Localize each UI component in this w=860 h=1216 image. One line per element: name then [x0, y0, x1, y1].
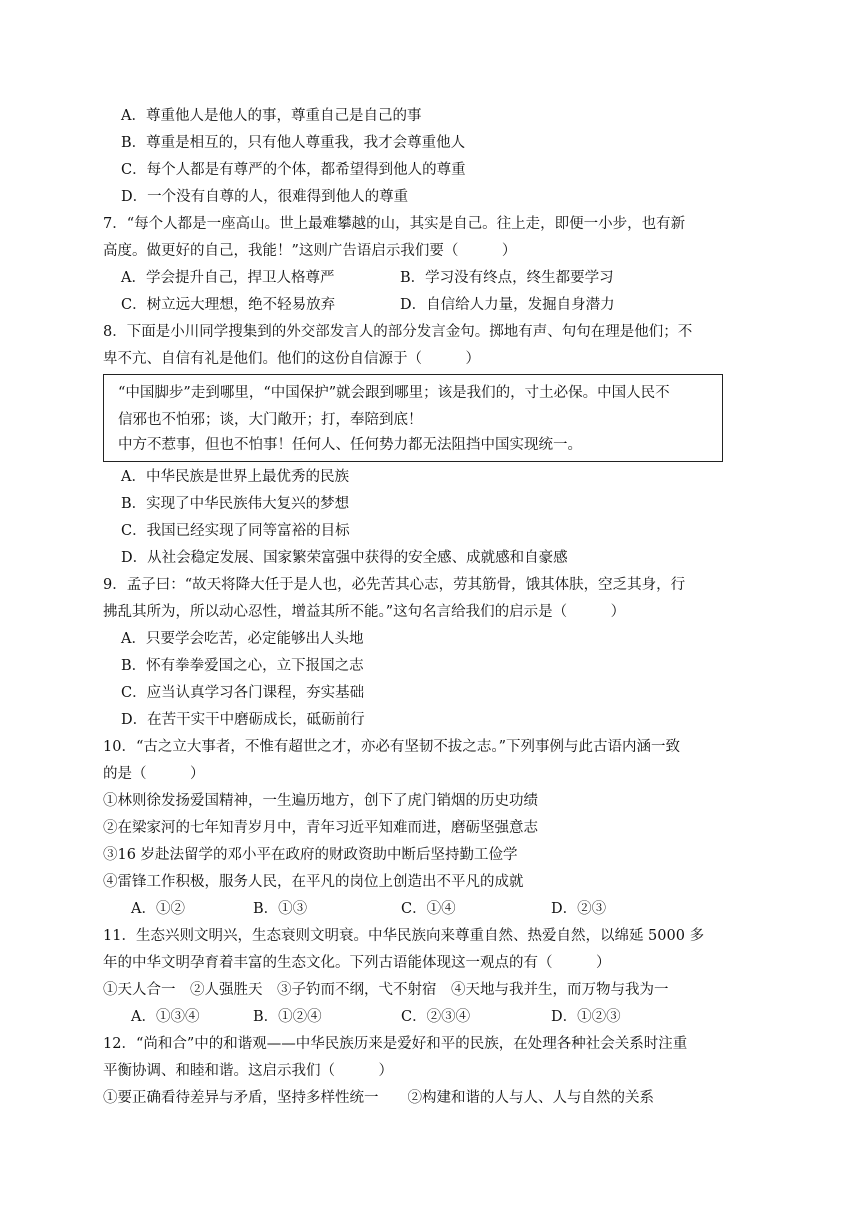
q7-stem-line-1: 7．“每个人都是一座高山。世上最难攀越的山，其实是自己。往上走，即便一小步，也有新 [103, 216, 686, 232]
q9-option-c: C．应当认真学习各门课程，夯实基础 [121, 685, 365, 701]
q12-items: ①要正确看待差异与矛盾，坚持多样性统一 ②构建和谐的人与人、人与自然的关系 [103, 1090, 654, 1106]
q7-option-d: D．自信给人力量，发掘自身潜力 [400, 297, 615, 313]
q11-stem-line-1: 11．生态兴则文明兴，生态衰则文明衰。中华民族向来尊重自然、热爱自然，以绵延 5000 多 [103, 928, 705, 944]
q10-item-3: ③16 岁赴法留学的邓小平在政府的财政资助中断后坚持勤工俭学 [103, 847, 518, 863]
q7-option-b: B．学习没有终点，终生都要学习 [400, 270, 614, 286]
q10-item-4: ④雷锋工作积极，服务人民，在平凡的岗位上创造出不平凡的成就 [103, 874, 524, 890]
q6-option-a: A．尊重他人是他人的事，尊重自己是自己的事 [121, 108, 422, 124]
q8-option-a: A．中华民族是世界上最优秀的民族 [121, 469, 349, 485]
q11-stem-line-2: 年的中华文明孕育着丰富的生态文化。下列古语能体现这一观点的有（ ） [103, 955, 611, 971]
q10-option-c: C．①④ [401, 901, 456, 917]
q8-option-b: B．实现了中华民族伟大复兴的梦想 [121, 496, 350, 512]
q9-option-d: D．在苦干实干中磨砺成长，砥砺前行 [121, 712, 365, 728]
q11-option-a: A．①③④ [131, 1009, 200, 1025]
q10-item-1: ①林则徐发扬爱国精神，一生遍历地方，创下了虎门销烟的历史功绩 [103, 793, 538, 809]
q6-option-b: B．尊重是相互的，只有他人尊重我，我才会尊重他人 [121, 135, 466, 151]
q12-stem-line-2: 平衡协调、和睦和谐。这启示我们（ ） [103, 1063, 393, 1079]
q8-quote-box [103, 374, 723, 462]
q8-quote-line-3: 中方不惹事，但也不怕事！任何人、任何势力都无法阻挡中国实现统一。 [118, 437, 582, 453]
q11-option-d: D．①②③ [551, 1009, 621, 1025]
q9-option-b: B．怀有拳拳爱国之心，立下报国之志 [121, 658, 364, 674]
q12-stem-line-1: 12．“尚和合”中的和谐观——中华民族历来是爱好和平的民族，在处理各种社会关系时注重 [103, 1036, 688, 1052]
q8-option-d: D．从社会稳定发展、国家繁荣富强中获得的安全感、成就感和自豪感 [121, 550, 568, 566]
q10-item-2: ②在梁家河的七年知青岁月中，青年习近平知难而进，磨砺坚强意志 [103, 820, 538, 836]
q8-stem-line-1: 8．下面是小川同学搜集到的外交部发言人的部分发言金句。掷地有声、句句在理是他们；不 [103, 324, 693, 340]
q10-stem-line-1: 10．“古之立大事者，不惟有超世之才，亦必有坚韧不拔之志。”下列事例与此古语内涵一致 [103, 739, 681, 755]
q11-option-c: C．②③④ [401, 1009, 471, 1025]
q10-option-d: D．②③ [551, 901, 607, 917]
q7-option-a: A．学会提升自己，捍卫人格尊严 [121, 270, 335, 286]
q7-option-c: C．树立远大理想，绝不轻易放弃 [121, 297, 336, 313]
q8-quote-line-1: “中国脚步”走到哪里，“中国保护”就会跟到哪里；该是我们的，寸土必保。中国人民不 [118, 385, 670, 401]
q10-option-a: A．①② [131, 901, 185, 917]
q6-option-d: D．一个没有自尊的人，很难得到他人的尊重 [121, 189, 409, 205]
q8-quote-line-2: 信邪也不怕邪；谈，大门敞开；打，奉陪到底！ [118, 412, 423, 428]
q8-stem-line-2: 卑不亢、自信有礼是他们。他们的这份自信源于（ ） [103, 351, 480, 367]
q9-stem-line-2: 拂乱其所为，所以动心忍性，增益其所不能。”这句名言给我们的启示是（ ） [103, 604, 626, 620]
q11-items: ①天人合一 ②人强胜天 ③子钓而不纲，弋不射宿 ④天地与我并生，而万物与我为一 [103, 982, 669, 998]
q10-stem-line-2: 的是（ ） [103, 766, 205, 782]
q9-stem-line-1: 9．孟子曰：“故天将降大任于是人也，必先苦其心志，劳其筋骨，饿其体肤，空乏其身，行 [103, 577, 686, 593]
q8-option-c: C．我国已经实现了同等富裕的目标 [121, 523, 350, 539]
q9-option-a: A．只要学会吃苦，必定能够出人头地 [121, 631, 364, 647]
q11-option-b: B．①②④ [253, 1009, 322, 1025]
q10-option-b: B．①③ [253, 901, 308, 917]
q7-stem-line-2: 高度。做更好的自己，我能！”这则广告语启示我们要（ ） [103, 243, 517, 259]
q6-option-c: C．每个人都是有尊严的个体，都希望得到他人的尊重 [121, 162, 466, 178]
